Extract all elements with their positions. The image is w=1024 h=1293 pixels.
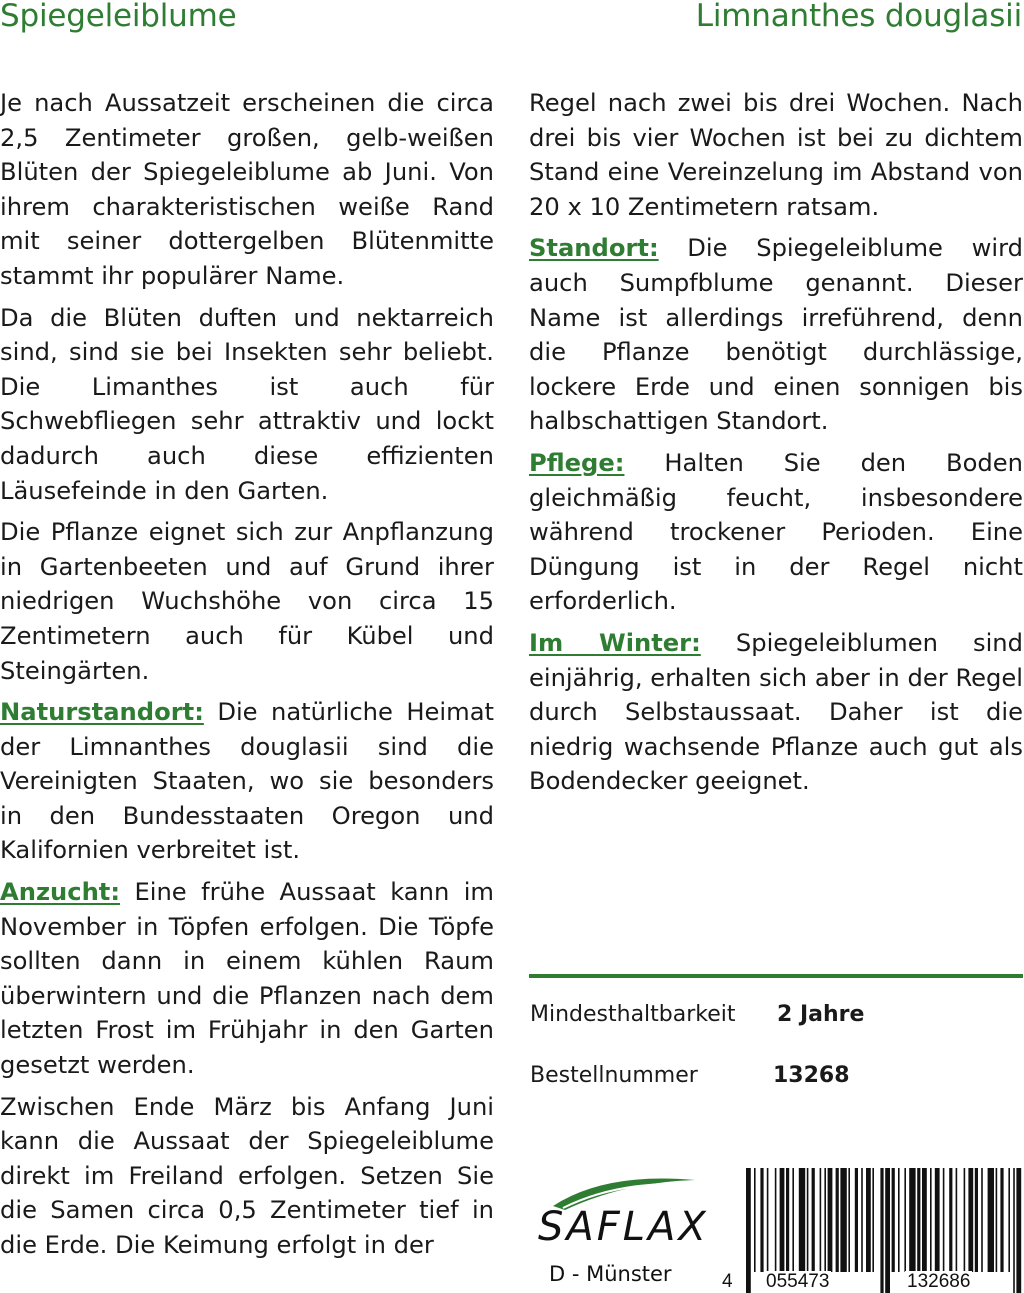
logo-wordmark: SAFLAX [538, 1204, 709, 1250]
insects-paragraph: Da die Blüten duften und nektarreich sind, sind sie bei Insekten sehr beliebt. Die Limanthes ist auch für Schwebfliegen sehr attraktiv und lockt dadurch auch diese effizienten Läusefeinde in den Garten. [0, 303, 494, 505]
standort-heading: Standort: [529, 234, 659, 263]
barcode-bar [799, 1168, 805, 1272]
barcode-bar [775, 1168, 777, 1272]
barcode-bar [964, 1168, 966, 1272]
barcode-bar [943, 1168, 945, 1272]
naturstandort-heading: Naturstandort: [0, 698, 204, 727]
right-text-column [529, 86, 1023, 806]
pflege-text: Halten Sie den Boden gleichmäßig feucht, insbesondere während trockener Perioden. Eine Düngung ist in der Regel nicht erforderlich. [529, 448, 1023, 616]
naturstandort-text: Die natürliche Heimat der Limnanthes douglasii sind die Vereinigten Staaten, wo sie besonders in den Bundesstaaten Oregon und Kalifornien verbreitet ist. [0, 698, 494, 865]
barcode-bar [786, 1168, 789, 1272]
barcode-bar [840, 1168, 846, 1272]
barcode-bar [956, 1168, 958, 1272]
barcode-bar [996, 1168, 998, 1272]
barcode-bar [754, 1168, 756, 1272]
shelf-life-label: Mindesthaltbarkeit [530, 1002, 736, 1027]
barcode-bar [836, 1168, 839, 1272]
barcode-bar [880, 1168, 883, 1293]
standort-section [529, 231, 1023, 439]
barcode-bar [866, 1168, 871, 1272]
anzucht-section [0, 875, 494, 1083]
barcode-bar [922, 1168, 927, 1272]
winter-section [529, 626, 1023, 799]
barcode-bar [988, 1168, 994, 1272]
winter-text: Spiegeleiblumen sind einjährig, erhalten sich aber in der Regel durch Selbstaussaat. Daher ist die niedrig wachsende Pflanze auch gut als Bodendecker geeignet. [529, 628, 1023, 796]
pflege-heading: Pflege: [529, 448, 625, 477]
germination-paragraph: Regel nach zwei bis drei Wochen. Nach drei bis vier Wochen ist bei zu dichtem Stand eine Vereinzelung im Abstand von 20 x 10 Zentimetern ratsam. [529, 89, 1023, 221]
barcode-bar [975, 1168, 978, 1272]
usage-paragraph: Die Pflanze eignet sich zur Anpflanzung in Gartenbeeten und auf Grund ihrer niedrigen Wuchshöhe von circa 15 Zentimetern auch für Kübel und Steingärten. [0, 518, 494, 685]
left-text-column [0, 86, 494, 1270]
barcode-bar [949, 1168, 952, 1272]
intro-paragraph: Je nach Aussatzeit erscheinen die circa 2,5 Zentimeter großen, gelb-weißen Blüten der Spiegeleiblume ab Juni. Von ihrem charakteristischen weiße Rand mit seiner dottergelben Blütenmitte stammt ihr populärer Name. [0, 89, 494, 290]
product-common-name: Spiegeleiblume [0, 0, 237, 34]
barcode-bar [904, 1168, 906, 1272]
barcode-bar [828, 1168, 833, 1272]
barcode-bar [820, 1168, 822, 1272]
order-number-value: 13268 [773, 1063, 850, 1088]
barcode-bar [1013, 1168, 1015, 1293]
shelf-life-value: 2 Jahre [777, 1002, 865, 1027]
order-number-label: Bestellnummer [530, 1063, 698, 1088]
barcode-bar [898, 1168, 900, 1272]
barcode-bar [861, 1168, 863, 1272]
saflax-logo [535, 1170, 709, 1288]
barcode-bar [807, 1168, 809, 1272]
barcode-bar [760, 1168, 763, 1272]
barcode-bar [892, 1168, 895, 1272]
shelf-life-row [530, 1002, 865, 1027]
anzucht-heading: Anzucht: [0, 878, 121, 907]
barcode-bar [848, 1168, 850, 1272]
barcode-digit-first: 4 [722, 1271, 733, 1292]
barcode-bar [909, 1168, 915, 1272]
barcode-bar [917, 1168, 920, 1272]
naturstandort-section [0, 695, 494, 868]
barcode-bar [1016, 1168, 1021, 1293]
barcode-bar [872, 1168, 874, 1272]
barcode-bar [812, 1168, 815, 1272]
barcode-group-2: 132686 [907, 1271, 971, 1292]
logo-location: D - Münster [549, 1262, 672, 1286]
ean-barcode [720, 1166, 1024, 1293]
barcode-bar [792, 1168, 794, 1272]
product-botanical-name: Limnanthes douglasii [695, 0, 1022, 34]
barcode-bar [767, 1168, 769, 1272]
winter-heading: Im Winter: [529, 628, 701, 657]
barcode-bar [746, 1168, 751, 1293]
pflege-section [529, 446, 1023, 619]
anzucht-text: Eine frühe Aussaat kann im November in Töpfen erfolgen. Die Töpfe sollten dann in einem kühlen Raum überwintern und die Pflanzen nach dem letzten Frost im Frühjahr in den Garten gesetzt werden. [0, 878, 494, 1080]
barcode-bar [930, 1168, 932, 1272]
order-number-row [530, 1063, 850, 1088]
barcode-bar [855, 1168, 858, 1272]
green-divider [529, 974, 1023, 978]
barcode-bar [780, 1168, 785, 1272]
sowing-paragraph: Zwischen Ende März bis Anfang Juni kann die Aussaat der Spiegeleiblume direkt im Freiland erfolgen. Setzen Sie die Samen circa 0,5 Zentimeter tief in die Erde. Die Keimung erfolgt in der [0, 1092, 494, 1259]
barcode-group-1: 055473 [766, 1271, 830, 1292]
standort-text: Die Spiegeleiblume wird auch Sumpfblume genannt. Dieser Name ist allerdings irreführend, denn die Pflanze benötigt durchlässige, lockere Erde und einen sonnigen bis halbschattigen Standort. [529, 234, 1023, 436]
barcode-bar [824, 1168, 826, 1272]
barcode-bar [981, 1168, 983, 1272]
barcode-bar [1008, 1168, 1010, 1272]
barcode-bar [885, 1168, 890, 1293]
barcode-bar [968, 1168, 973, 1272]
barcode-bar [1000, 1168, 1003, 1272]
barcode-bar [935, 1168, 940, 1272]
